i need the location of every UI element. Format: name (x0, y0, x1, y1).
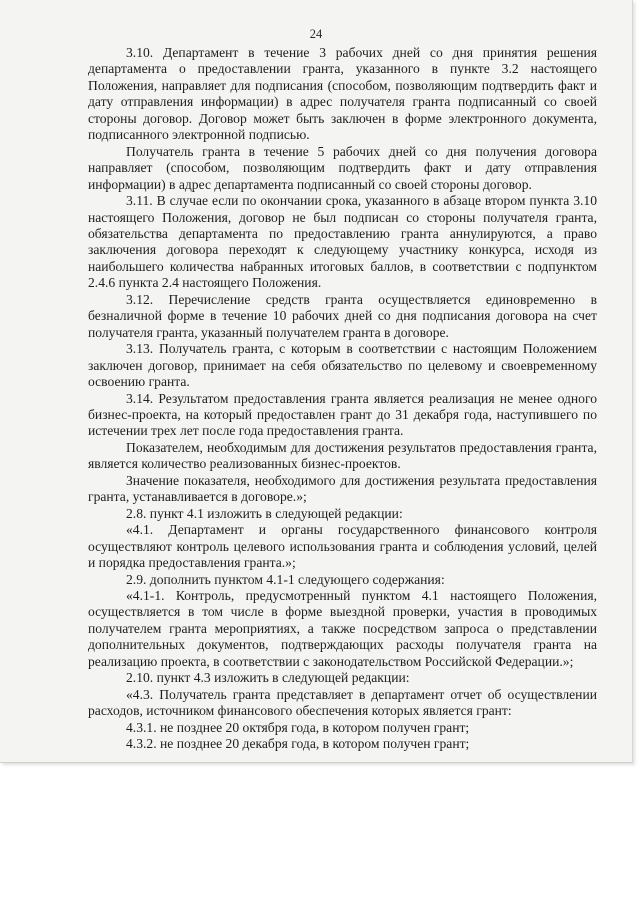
paragraph-3-12: 3.12. Перечисление средств гранта осуществляется единовременно в безналичной форме в течение 10 рабочих дней со дня подписания договора на счет получателя гранта, указанный получателем гранта в договоре. (88, 291, 597, 340)
paragraph-2-8: 2.8. пункт 4.1 изложить в следующей редакции: (126, 505, 403, 521)
paragraph-4-3-2: 4.3.2. не позднее 20 декабря года, в котором получен грант; (126, 736, 470, 752)
paragraph-indicator: Показателем, необходимым для достижения результатов предоставления гранта, является количество реализованных бизнес-проектов. (88, 439, 597, 472)
paragraph-3-10: 3.10. Департамент в течение 3 рабочих дней со дня принятия решения департамента о предоставлении гранта, указанного в пункте 3.2 настоящего Положения, направляет для подписания (способом, позволяющим подтвердить факт и дату отправления информации) в адрес получателя гранта подписанный со своей стороны договор. Договор может быть заключен в форме электронного документа, подписанного электронной подписью. (88, 45, 597, 143)
paragraph-4-1-1: «4.1-1. Контроль, предусмотренный пунктом 4.1 настоящего Положения, осуществляется в том числе в форме выездной проверки, участия в проводимых получателем гранта мероприятиях, а также посредством запроса о представлении дополнительных документов, подтверждающих расходы получателя гранта на реализацию проекта, в соответствии с законодательством Российской Федерации.»; (88, 587, 597, 669)
paragraph-4-3-1: 4.3.1. не позднее 20 октября года, в котором получен грант; (126, 719, 470, 735)
page-number: 24 (309, 27, 323, 41)
paragraph-4-1: «4.1. Департамент и органы государственного финансового контроля осуществляют контроль целевого использования гранта и соблюдения условий, целей и порядка предоставления гранта.»; (88, 522, 597, 571)
paragraph-3-14: 3.14. Результатом предоставления гранта является реализация не менее одного бизнес-проекта, на который предоставлен грант до 31 декабря года, наступившего по истечении трех лет после года предоставления гранта. (88, 390, 597, 439)
paragraph-2-10: 2.10. пункт 4.3 изложить в следующей редакции: (126, 670, 410, 686)
paragraph-2-9: 2.9. дополнить пунктом 4.1-1 следующего содержания: (126, 571, 445, 587)
paragraph-indicator-value: Значение показателя, необходимого для достижения результата предоставления гранта, устанавливается в договоре.»; (88, 472, 597, 505)
paragraph-4-3: «4.3. Получатель гранта представляет в департамент отчет об осуществлении расходов, источником финансового обеспечения которых является грант: (88, 686, 597, 719)
paragraph-3-11: 3.11. В случае если по окончании срока, указанного в абзаце втором пункта 3.10 настоящего Положения, договор не был подписан со стороны получателя гранта, обязательства департамента по предоставлению гранта аннулируются, а право заключения договора переходят к следующему участнику конкурса, исходя из наибольшего количества набранных итоговых баллов, в соответствии с подпунктом 2.4.6 пункта 2.4 настоящего Положения. (88, 193, 597, 291)
paragraph-recipient-signing: Получатель гранта в течение 5 рабочих дней со дня получения договора направляет (способом, позволяющим подтвердить факт и дату отправления информации) в адрес департамента подписанный со своей стороны договор. (88, 143, 597, 192)
paragraph-3-13: 3.13. Получатель гранта, с которым в соответствии с настоящим Положением заключен договор, принимает на себя обязательство по целевому и своевременному освоению гранта. (88, 341, 597, 390)
document-body (88, 45, 597, 752)
